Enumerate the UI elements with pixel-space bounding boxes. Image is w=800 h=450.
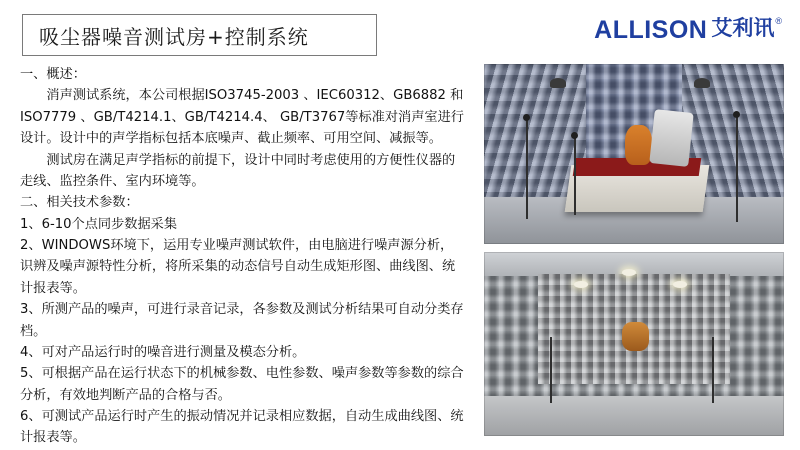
microphone-stand (712, 337, 714, 403)
slide-body-text (20, 64, 465, 449)
anechoic-chamber-interior-photo (484, 252, 784, 436)
section-1-paragraph-2: 测试房在满足声学指标的前提下，设计中同时考虑使用的方便性仪器的走线、监控条件、室内环境等。 (20, 152, 456, 189)
section-1-paragraph-1: 消声测试系统，本公司根据ISO3745-2003 、IEC60312、GB6882 和ISO7779 、GB/T4214.1、GB/T4214.4、 GB/T3767等标准对消声室进行设计。设计中的声学指标包括本底噪声、截止频率、可用空间、减振等。 (20, 88, 464, 147)
spec-item-3: 3、所测产品的噪声，可进行录音记录，各参数及测试分析结果可自动分类存档。 (20, 302, 464, 339)
section-2-heading: 二、相关技术参数： (20, 195, 139, 211)
page-title: 吸尘器噪音测试房+控制系统 (39, 24, 309, 49)
microphone-head (733, 111, 740, 118)
microphone-stand (736, 114, 738, 222)
spec-item-6: 6、可测试产品运行时产生的振动情况并记录相应数据，自动生成曲线图、统计报表等。 (20, 409, 464, 446)
anechoic-chamber-robot-test-photo (484, 64, 784, 244)
logo-latin-text: ALLISON (594, 16, 708, 44)
spec-item-1: 1、6-10个点同步数据采集 (20, 216, 178, 232)
robot-arm-body (625, 125, 652, 165)
spec-item-2: 2、WINDOWS环境下，运用专业噪声测试软件，由电脑进行噪声源分析，识辨及噪声源特性分析，将所采集的动态信号自动生成矩形图、曲线图、统计报表等。 (20, 238, 456, 296)
ceiling-lamp-icon (694, 78, 710, 88)
robot-manipulator (649, 109, 693, 167)
microphone-stand (526, 118, 528, 219)
spec-item-4: 4、可对产品运行时的噪音进行测量及模态分析。 (20, 344, 306, 360)
logo-chinese-text: 艾利讯 (711, 16, 775, 40)
slide-title-box (22, 14, 377, 56)
microphone-stand (550, 337, 552, 403)
registered-trademark-icon: ® (775, 16, 782, 26)
microphone-stand (574, 136, 576, 215)
chamber-floor (484, 396, 784, 436)
section-1-heading: 一、概述： (20, 67, 86, 82)
ceiling-lamp-icon (622, 269, 636, 276)
ceiling-lamp-icon (550, 78, 566, 88)
spec-item-5: 5、可根据产品在运行状态下的机械参数、电性参数、噪声参数等参数的综合分析，有效地判断产品的合格与否。 (20, 366, 464, 403)
company-logo (594, 16, 782, 45)
test-sample-object (622, 322, 649, 351)
